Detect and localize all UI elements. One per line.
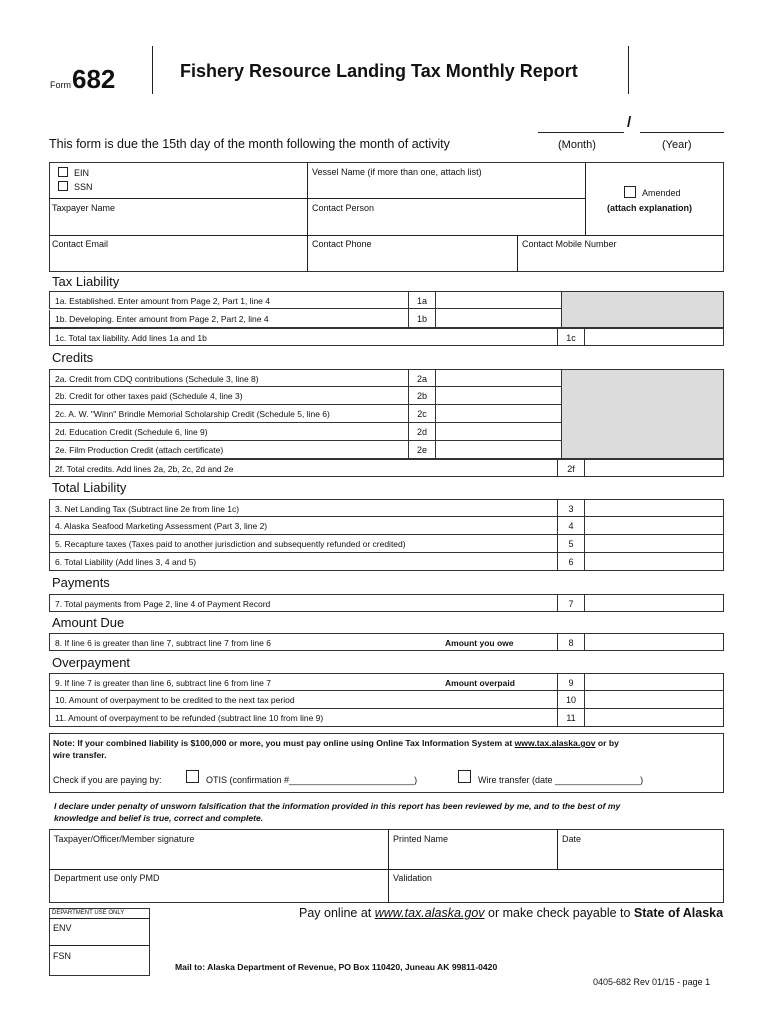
note-text [53,738,619,748]
amended-checkbox[interactable] [624,186,636,198]
env-fsn-hline [49,945,150,946]
pay-online-part-2: or make check payable to [484,906,634,920]
mail-to-address: Mail to: Alaska Department of Revenue, PO Box 110420, Juneau AK 99811-0420 [175,962,498,972]
line-2c-code: 2c [408,405,436,423]
contact-phone-label: Contact Phone [312,239,372,249]
line-5-amount[interactable] [585,535,724,553]
contact-person-label: Contact Person [312,203,375,213]
line-1a-text: 1a. Established. Enter amount from Page 2, Part 1, line 4 [55,296,270,306]
env-label: ENV [53,923,72,933]
line-2e-amount[interactable] [436,441,562,459]
line-8-amount[interactable] [585,634,724,652]
date-slash: / [627,114,632,131]
line-2a-amount[interactable] [436,370,562,388]
note-text-part-1: Note: If your combined liability is $100,000 or more, you must pay online using Online Tax Information System at [53,738,515,748]
page-title: Fishery Resource Landing Tax Monthly Report [180,61,578,81]
line-3-code: 3 [557,500,585,517]
line-7-text: 7. Total payments from Page 2, line 4 of Payment Record [55,599,271,609]
line-1b-code: 1b [408,310,436,328]
line-1c [49,328,724,346]
line-2b-code: 2b [408,387,436,405]
contact-mobile-label: Contact Mobile Number [522,239,617,249]
line-6 [49,553,724,571]
note-link[interactable]: www.tax.alaska.gov [514,738,596,748]
section-payments: Payments [52,575,110,590]
payee-name: State of Alaska [633,906,724,920]
date-label: Date [562,834,582,844]
year-input[interactable] [640,132,724,133]
line-6-amount[interactable] [585,553,724,571]
line-5-code: 5 [557,535,585,552]
grid-hline-2 [49,235,724,236]
line-6-code: 6 [557,553,585,570]
grid-vline-3 [517,235,518,272]
line-2d-code: 2d [408,423,436,441]
line-2a-code: 2a [408,370,436,388]
month-input[interactable] [538,132,624,133]
amount-you-owe-label: Amount you owe [445,638,514,648]
contact-email-label: Contact Email [52,239,109,249]
dept-use-only-label: DEPARTMENT USE ONLY [52,910,125,916]
line-1b-amount[interactable] [436,310,562,328]
validation-label: Validation [393,873,432,883]
line-4-amount[interactable] [585,517,724,535]
line-4 [49,517,724,535]
line-11-code: 11 [557,709,585,726]
form-label: Form [50,80,71,90]
line-3 [49,499,724,517]
fsn-label: FSN [53,951,71,961]
note-text-part-2: or by [595,738,619,748]
header-divider-left [152,46,153,94]
sig-hline [49,869,724,870]
otis-label: OTIS (confirmation #_________________________) [206,775,418,785]
line-11 [49,709,724,727]
line-2b-text: 2b. Credit for other taxes paid (Schedule 4, line 3) [55,391,243,401]
taxpayer-info-grid [49,162,724,272]
line-2c-amount[interactable] [436,405,562,423]
grid-hline-1 [49,198,585,199]
line-1a [49,291,561,309]
amount-overpaid-label: Amount overpaid [445,678,515,688]
due-notice: This form is due the 15th day of the month following the month of activity [49,137,450,151]
line-11-text: 11. Amount of overpayment to be refunded (subtract line 10 from line 9) [55,713,324,723]
line-2d-amount[interactable] [436,423,562,441]
ein-label: EIN [74,168,90,178]
line-1b-text: 1b. Developing. Enter amount from Page 2, Part 2, line 4 [55,314,269,324]
line-9 [49,673,724,691]
line-2f-code: 2f [557,460,585,477]
line-4-text: 4. Alaska Seafood Marketing Assessment (Part 3, line 2) [55,521,268,531]
dept-use-hline [49,918,150,919]
line-10-text: 10. Amount of overpayment to be credited to the next tax period [55,695,295,705]
line-1b [49,310,561,328]
ssn-checkbox[interactable] [58,180,68,191]
otis-checkbox[interactable] [186,770,199,783]
line-11-amount[interactable] [585,709,724,727]
sig-vline-2 [557,829,558,869]
line-8 [49,633,724,651]
line-4-code: 4 [557,517,585,534]
line-7 [49,594,724,612]
line-7-code: 7 [557,595,585,612]
declaration-line-1: I declare under penalty of unsworn falsification that the information provided in this report has been reviewed by me, and to the best of my [54,801,621,811]
line-9-amount[interactable] [585,674,724,692]
gray-block-credits [561,369,724,459]
line-10-amount[interactable] [585,691,724,709]
line-2f-text: 2f. Total credits. Add lines 2a, 2b, 2c, 2d and 2e [55,464,234,474]
line-2b-amount[interactable] [436,387,562,405]
section-total-liability: Total Liability [52,480,127,495]
taxpayer-name-label: Taxpayer Name [52,203,116,213]
vessel-name-label: Vessel Name (if more than one, attach list) [312,167,482,177]
signature-label: Taxpayer/Officer/Member signature [54,834,195,844]
attach-explanation-label: (attach explanation) [607,203,693,213]
line-9-code: 9 [557,674,585,691]
grid-vline-1 [307,162,308,272]
line-2d [49,423,561,441]
amended-label: Amended [642,188,681,198]
header-divider-right [628,46,629,94]
section-overpayment: Overpayment [52,655,131,670]
line-2c-text: 2c. A. W. "Winn" Brindle Memorial Scholarship Credit (Schedule 5, line 6) [55,409,330,419]
line-3-amount[interactable] [585,500,724,518]
revision-label: 0405-682 Rev 01/15 - page 1 [593,977,711,987]
line-2f-amount[interactable] [585,460,724,478]
form-number: 682 [72,64,116,94]
line-2f [49,459,724,477]
line-2e-code: 2e [408,441,436,459]
line-7-amount[interactable] [585,595,724,613]
line-8-text: 8. If line 6 is greater than line 7, subtract line 7 from line 6 [55,638,271,648]
line-1a-amount[interactable] [436,292,562,310]
line-10-code: 10 [557,691,585,708]
line-9-text: 9. If line 7 is greater than line 6, subtract line 6 from line 7 [55,678,271,688]
line-1c-text: 1c. Total tax liability. Add lines 1a and 1b [55,333,207,343]
declaration-line-2: knowledge and belief is true, correct and complete. [54,813,264,823]
sig-vline-1 [388,829,389,903]
section-amount-due: Amount Due [52,615,125,630]
line-2b [49,387,561,405]
note-text-wire: wire transfer. [53,750,107,760]
line-2e-text: 2e. Film Production Credit (attach certificate) [55,445,224,455]
line-5-text: 5. Recapture taxes (Taxes paid to another jurisdiction and subsequently refunded or credited) [55,539,406,549]
line-1c-amount[interactable] [585,329,724,347]
wire-label: Wire transfer (date _________________) [478,775,644,785]
pay-online-text [299,906,723,920]
pay-online-part-1: Pay online at [299,906,375,920]
dept-pmd-label: Department use only PMD [54,873,160,883]
section-tax-liability: Tax Liability [52,274,120,289]
pay-online-link[interactable]: www.tax.alaska.gov [374,906,485,920]
line-1a-code: 1a [408,292,436,310]
line-2e [49,441,561,459]
line-2a [49,369,561,387]
line-2d-text: 2d. Education Credit (Schedule 6, line 9) [55,427,208,437]
gray-block-tax [561,291,724,328]
month-label: (Month) [558,139,596,151]
check-paying-label: Check if you are paying by: [53,775,162,785]
year-label: (Year) [662,139,692,151]
grid-vline-2 [585,162,586,235]
line-8-code: 8 [557,634,585,651]
line-2a-text: 2a. Credit from CDQ contributions (Schedule 3, line 8) [55,374,259,384]
ein-checkbox[interactable] [58,166,68,177]
line-1c-code: 1c [557,329,585,346]
wire-checkbox[interactable] [458,770,471,783]
line-10 [49,691,724,709]
line-2c [49,405,561,423]
ssn-label: SSN [74,182,93,192]
line-3-text: 3. Net Landing Tax (Subtract line 2e from line 1c) [55,504,240,514]
section-credits: Credits [52,350,94,365]
line-5 [49,535,724,553]
line-6-text: 6. Total Liability (Add lines 3, 4 and 5) [55,557,197,567]
printed-name-label: Printed Name [393,834,449,844]
